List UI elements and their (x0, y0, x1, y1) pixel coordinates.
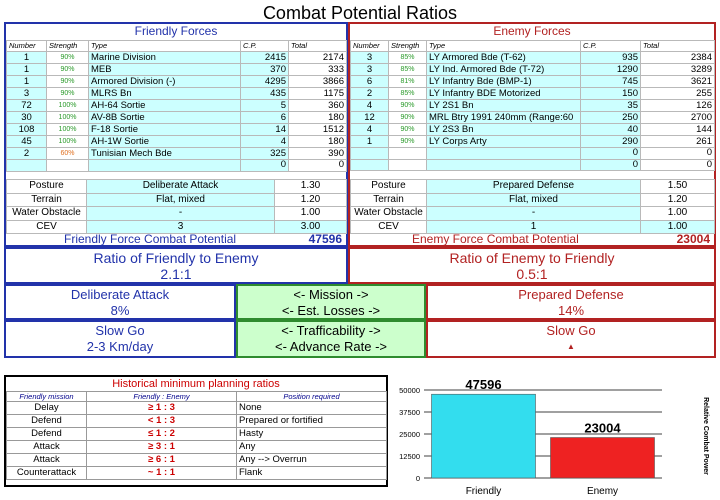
enemy-potential-row (350, 231, 714, 247)
enemy-losses: 14% (557, 303, 585, 318)
env-desc[interactable]: 3 (87, 220, 275, 234)
history-ratio: ≥ 6 : 1 (87, 454, 237, 467)
history-position: None (237, 402, 387, 415)
number-cell[interactable]: 2 (351, 88, 389, 100)
number-cell[interactable]: 1 (7, 52, 47, 64)
enemy-ratio-label: Ratio of Enemy to Friendly (449, 250, 615, 266)
env-label: Posture (7, 180, 87, 194)
env-label: Terrain (7, 193, 87, 207)
number-cell[interactable]: 3 (351, 52, 389, 64)
table-row (7, 64, 347, 76)
history-mission: Attack (7, 454, 87, 467)
type-cell[interactable]: AV-8B Sortie (89, 112, 241, 124)
number-cell[interactable]: 45 (7, 136, 47, 148)
friendly-ratio-label: Ratio of Friendly to Enemy (93, 250, 259, 266)
y-tick-label: 37500 (399, 408, 420, 417)
total-cell: 1175 (289, 88, 347, 100)
total-cell: 3621 (641, 76, 715, 88)
number-cell[interactable]: 1 (7, 64, 47, 76)
cp-cell[interactable]: 5 (241, 100, 289, 112)
env-value: 3.00 (275, 220, 347, 234)
table-row (7, 415, 387, 428)
enemy-ratio-box (348, 247, 716, 284)
history-title: Historical minimum planning ratios (112, 378, 280, 390)
friendly-ratio-value: 2.1:1 (160, 266, 192, 282)
total-cell: 2700 (641, 112, 715, 124)
history-table (6, 391, 387, 480)
type-cell[interactable]: LY Infantry BDE Motorized (427, 88, 581, 100)
type-cell[interactable]: AH-1W Sortie (89, 136, 241, 148)
env-desc[interactable]: Flat, mixed (427, 193, 641, 207)
cp-cell[interactable]: 1290 (581, 64, 641, 76)
total-cell: 0 (641, 159, 715, 171)
total-cell: 360 (289, 100, 347, 112)
type-cell[interactable] (89, 160, 241, 172)
cp-cell[interactable]: 150 (581, 88, 641, 100)
data-label: 23004 (584, 420, 621, 436)
number-cell[interactable]: 108 (7, 124, 47, 136)
total-cell: 1512 (289, 124, 347, 136)
y-tick-label: 12500 (399, 452, 420, 461)
total-cell: 144 (641, 124, 715, 136)
type-cell[interactable]: LY 2S3 Bn (427, 124, 581, 136)
table-row (351, 159, 715, 171)
env-value: 1.20 (275, 193, 347, 207)
strength-cell[interactable]: 90% (60, 54, 75, 61)
strength-cell[interactable]: 90% (400, 102, 415, 109)
mission-label: <- Mission -> (293, 287, 369, 302)
friendly-potential-label: Friendly Force Combat Potential (64, 232, 237, 246)
friendly-losses: 8% (110, 303, 130, 318)
cp-cell[interactable]: 0 (241, 160, 289, 172)
enemy-trafficability-box (426, 320, 716, 358)
env-label: CEV (351, 220, 427, 234)
column-header: Total (641, 41, 715, 52)
strength-cell[interactable]: 100% (58, 102, 77, 109)
history-ratio: < 1 : 3 (87, 415, 237, 428)
column-header: Type (427, 41, 581, 52)
trafficability-label: <- Trafficability -> (281, 323, 381, 338)
total-cell: 3289 (641, 64, 715, 76)
history-position: Flank (237, 467, 387, 480)
column-header: Friendly mission (7, 392, 87, 402)
env-desc[interactable]: Flat, mixed (87, 193, 275, 207)
friendly-forces-table (6, 40, 347, 172)
total-cell: 261 (641, 136, 715, 148)
history-header-row (7, 392, 387, 402)
y-tick-label: 25000 (399, 430, 420, 439)
history-ratio: ≥ 1 : 3 (87, 402, 237, 415)
env-value: 1.00 (275, 207, 347, 221)
enemy-table-header-row (351, 41, 715, 52)
strength-cell[interactable]: 81% (400, 78, 415, 85)
trafficability-center-box (236, 320, 426, 358)
column-header: Number (351, 41, 389, 52)
history-panel (4, 375, 388, 487)
env-label: Water Obstacle (7, 207, 87, 221)
type-cell[interactable]: MRL Btry 1991 240mm (Range:60 (427, 112, 581, 124)
friendly-environment-table (6, 179, 347, 234)
table-row (7, 441, 387, 454)
env-label: CEV (7, 220, 87, 234)
friendly-trafficability-box (4, 320, 236, 358)
total-cell: 255 (641, 88, 715, 100)
history-mission: Counterattack (7, 467, 87, 480)
page-title: Combat Potential Ratios (262, 3, 458, 23)
cp-cell[interactable]: 290 (581, 136, 641, 148)
strength-cell[interactable]: 90% (60, 66, 75, 73)
cp-cell[interactable]: 0 (581, 159, 641, 171)
history-mission: Delay (7, 402, 87, 415)
env-desc[interactable]: Prepared Defense (427, 180, 641, 194)
history-ratio: ≤ 1 : 2 (87, 428, 237, 441)
y-axis-label: Relative Combat Power (702, 397, 709, 475)
table-row (351, 64, 715, 76)
cp-cell[interactable]: 2415 (241, 52, 289, 64)
table-row (351, 112, 715, 124)
number-cell[interactable]: 4 (351, 124, 389, 136)
table-row (7, 88, 347, 100)
table-row (351, 207, 715, 221)
friendly-potential-value: 47596 (308, 232, 342, 246)
enemy-forces-header: Enemy Forces (493, 24, 571, 38)
env-desc[interactable]: - (427, 207, 641, 221)
column-header: Number (7, 41, 47, 52)
type-cell[interactable]: MLRS Bn (89, 88, 241, 100)
table-row (7, 148, 347, 160)
column-header: Type (89, 41, 241, 52)
env-value: 1.50 (641, 180, 715, 194)
cp-cell[interactable]: 250 (581, 112, 641, 124)
enemy-mission: Prepared Defense (518, 287, 624, 302)
y-tick-label: 50000 (399, 386, 420, 395)
type-cell[interactable]: LY Ind. Armored Bde (T-72) (427, 64, 581, 76)
type-cell[interactable] (427, 148, 581, 160)
total-cell: 3866 (289, 76, 347, 88)
y-tick-label: 0 (415, 474, 420, 483)
cp-cell[interactable]: 4 (241, 136, 289, 148)
enemy-ratio-value: 0.5:1 (516, 266, 548, 282)
table-row (7, 402, 387, 415)
table-row (7, 207, 347, 221)
number-cell[interactable] (7, 160, 47, 172)
type-cell[interactable]: MEB (89, 64, 241, 76)
history-mission: Attack (7, 441, 87, 454)
bar-friendly (432, 394, 536, 478)
x-tick-label: Enemy (586, 486, 619, 497)
advance-rate-label: <- Advance Rate -> (274, 339, 387, 354)
total-cell: 0 (641, 148, 715, 160)
data-label: 47596 (465, 377, 502, 393)
env-label: Posture (351, 180, 427, 194)
cp-cell[interactable]: 370 (241, 64, 289, 76)
history-position: Prepared or fortified (237, 415, 387, 428)
table-row (351, 88, 715, 100)
number-cell[interactable]: 2 (7, 148, 47, 160)
env-desc[interactable]: - (87, 207, 275, 221)
table-row (7, 428, 387, 441)
type-cell[interactable]: LY 2S1 Bn (427, 100, 581, 112)
table-row (351, 136, 715, 148)
table-row (7, 100, 347, 112)
type-cell[interactable]: LY Corps Arty (427, 136, 581, 148)
env-value: 1.20 (641, 193, 715, 207)
enemy-potential-value: 23004 (676, 232, 710, 246)
history-ratio: ≥ 3 : 1 (87, 441, 237, 454)
mission-center-box (236, 284, 426, 320)
enemy-potential-label: Enemy Force Combat Potential (412, 232, 579, 246)
number-cell[interactable]: 30 (7, 112, 47, 124)
type-cell[interactable]: Marine Division (89, 52, 241, 64)
strength-cell[interactable]: 90% (400, 126, 415, 133)
history-position: Hasty (237, 428, 387, 441)
number-cell[interactable] (351, 148, 389, 160)
total-cell: 390 (289, 148, 347, 160)
number-cell[interactable]: 12 (351, 112, 389, 124)
env-value: 1.00 (641, 220, 715, 234)
strength-cell[interactable]: 90% (60, 90, 75, 97)
number-cell[interactable]: 4 (351, 100, 389, 112)
type-cell[interactable]: AH-64 Sortie (89, 100, 241, 112)
total-cell: 180 (289, 136, 347, 148)
strength-cell[interactable]: 85% (400, 66, 415, 73)
number-cell[interactable]: 6 (351, 76, 389, 88)
total-cell: 333 (289, 64, 347, 76)
cp-cell[interactable]: 0 (581, 148, 641, 160)
enemy-advance-rate: ▲ (567, 342, 575, 351)
enemy-mission-box (426, 284, 716, 320)
cp-cell[interactable]: 935 (581, 52, 641, 64)
history-mission: Defend (7, 415, 87, 428)
strength-cell[interactable]: 100% (58, 138, 77, 145)
env-label: Terrain (351, 193, 427, 207)
cp-cell[interactable]: 35 (581, 100, 641, 112)
history-mission: Defend (7, 428, 87, 441)
column-header: Total (289, 41, 347, 52)
table-row (7, 52, 347, 64)
strength-cell[interactable]: 100% (58, 114, 77, 121)
column-header: Strength (389, 41, 427, 52)
strength-cell[interactable]: 90% (60, 78, 75, 85)
number-cell[interactable]: 3 (7, 88, 47, 100)
cp-cell[interactable]: 6 (241, 112, 289, 124)
env-label: Water Obstacle (351, 207, 427, 221)
friendly-trafficability: Slow Go (95, 323, 145, 338)
table-row (351, 100, 715, 112)
type-cell[interactable]: LY Infantry Bde (BMP-1) (427, 76, 581, 88)
history-position: Any --> Overrun (237, 454, 387, 467)
table-row (7, 76, 347, 88)
cp-cell[interactable]: 4295 (241, 76, 289, 88)
cp-cell[interactable]: 40 (581, 124, 641, 136)
friendly-ratio-box (4, 247, 348, 284)
friendly-table-header-row (7, 41, 347, 52)
table-row (7, 112, 347, 124)
column-header: Friendly : Enemy (87, 392, 237, 402)
column-header: Position required (237, 392, 387, 402)
table-row (7, 193, 347, 207)
table-row (7, 180, 347, 194)
cp-cell[interactable]: 435 (241, 88, 289, 100)
strength-cell[interactable]: 60% (60, 150, 75, 157)
table-row (351, 52, 715, 64)
total-cell: 0 (289, 160, 347, 172)
number-cell[interactable]: 72 (7, 100, 47, 112)
enemy-trafficability: Slow Go (546, 323, 596, 338)
table-row (7, 136, 347, 148)
column-header: Strength (47, 41, 89, 52)
table-row (7, 160, 347, 172)
strength-cell[interactable]: 100% (58, 126, 77, 133)
column-header: C.P. (241, 41, 289, 52)
table-row (351, 148, 715, 160)
friendly-mission: Deliberate Attack (70, 287, 170, 302)
env-desc[interactable]: Deliberate Attack (87, 180, 275, 194)
table-row (351, 124, 715, 136)
type-cell[interactable]: LY Armored Bde (T-62) (427, 52, 581, 64)
strength-cell[interactable]: 85% (400, 54, 415, 61)
table-row (351, 180, 715, 194)
cp-cell[interactable]: 745 (581, 76, 641, 88)
table-row (351, 193, 715, 207)
friendly-mission-box (4, 284, 236, 320)
column-header: C.P. (581, 41, 641, 52)
type-cell[interactable] (427, 159, 581, 171)
combat-power-chart (390, 366, 720, 500)
cp-cell[interactable]: 14 (241, 124, 289, 136)
history-ratio: ~ 1 : 1 (87, 467, 237, 480)
bar-enemy (551, 438, 655, 478)
number-cell[interactable]: 1 (351, 136, 389, 148)
total-cell: 2174 (289, 52, 347, 64)
cp-cell[interactable]: 325 (241, 148, 289, 160)
number-cell[interactable]: 1 (7, 76, 47, 88)
table-row (7, 124, 347, 136)
strength-cell[interactable]: 90% (400, 138, 415, 145)
friendly-advance-rate: 2-3 Km/day (86, 339, 154, 354)
strength-cell[interactable]: 90% (400, 114, 415, 121)
table-row (351, 76, 715, 88)
number-cell[interactable] (351, 159, 389, 171)
enemy-forces-table (350, 40, 715, 171)
number-cell[interactable]: 3 (351, 64, 389, 76)
type-cell[interactable]: Armored Division (-) (89, 76, 241, 88)
env-value: 1.00 (641, 207, 715, 221)
env-desc[interactable]: 1 (427, 220, 641, 234)
history-position: Any (237, 441, 387, 454)
losses-label: <- Est. Losses -> (281, 303, 381, 318)
type-cell[interactable]: Tunisian Mech Bde (89, 148, 241, 160)
table-row (7, 467, 387, 480)
total-cell: 126 (641, 100, 715, 112)
strength-cell[interactable]: 85% (400, 90, 415, 97)
x-tick-label: Friendly (465, 486, 502, 497)
total-cell: 2384 (641, 52, 715, 64)
env-value: 1.30 (275, 180, 347, 194)
friendly-potential-row (6, 231, 346, 247)
friendly-forces-header: Friendly Forces (134, 24, 218, 38)
type-cell[interactable]: F-18 Sortie (89, 124, 241, 136)
table-row (7, 454, 387, 467)
enemy-environment-table (350, 179, 715, 234)
total-cell: 180 (289, 112, 347, 124)
